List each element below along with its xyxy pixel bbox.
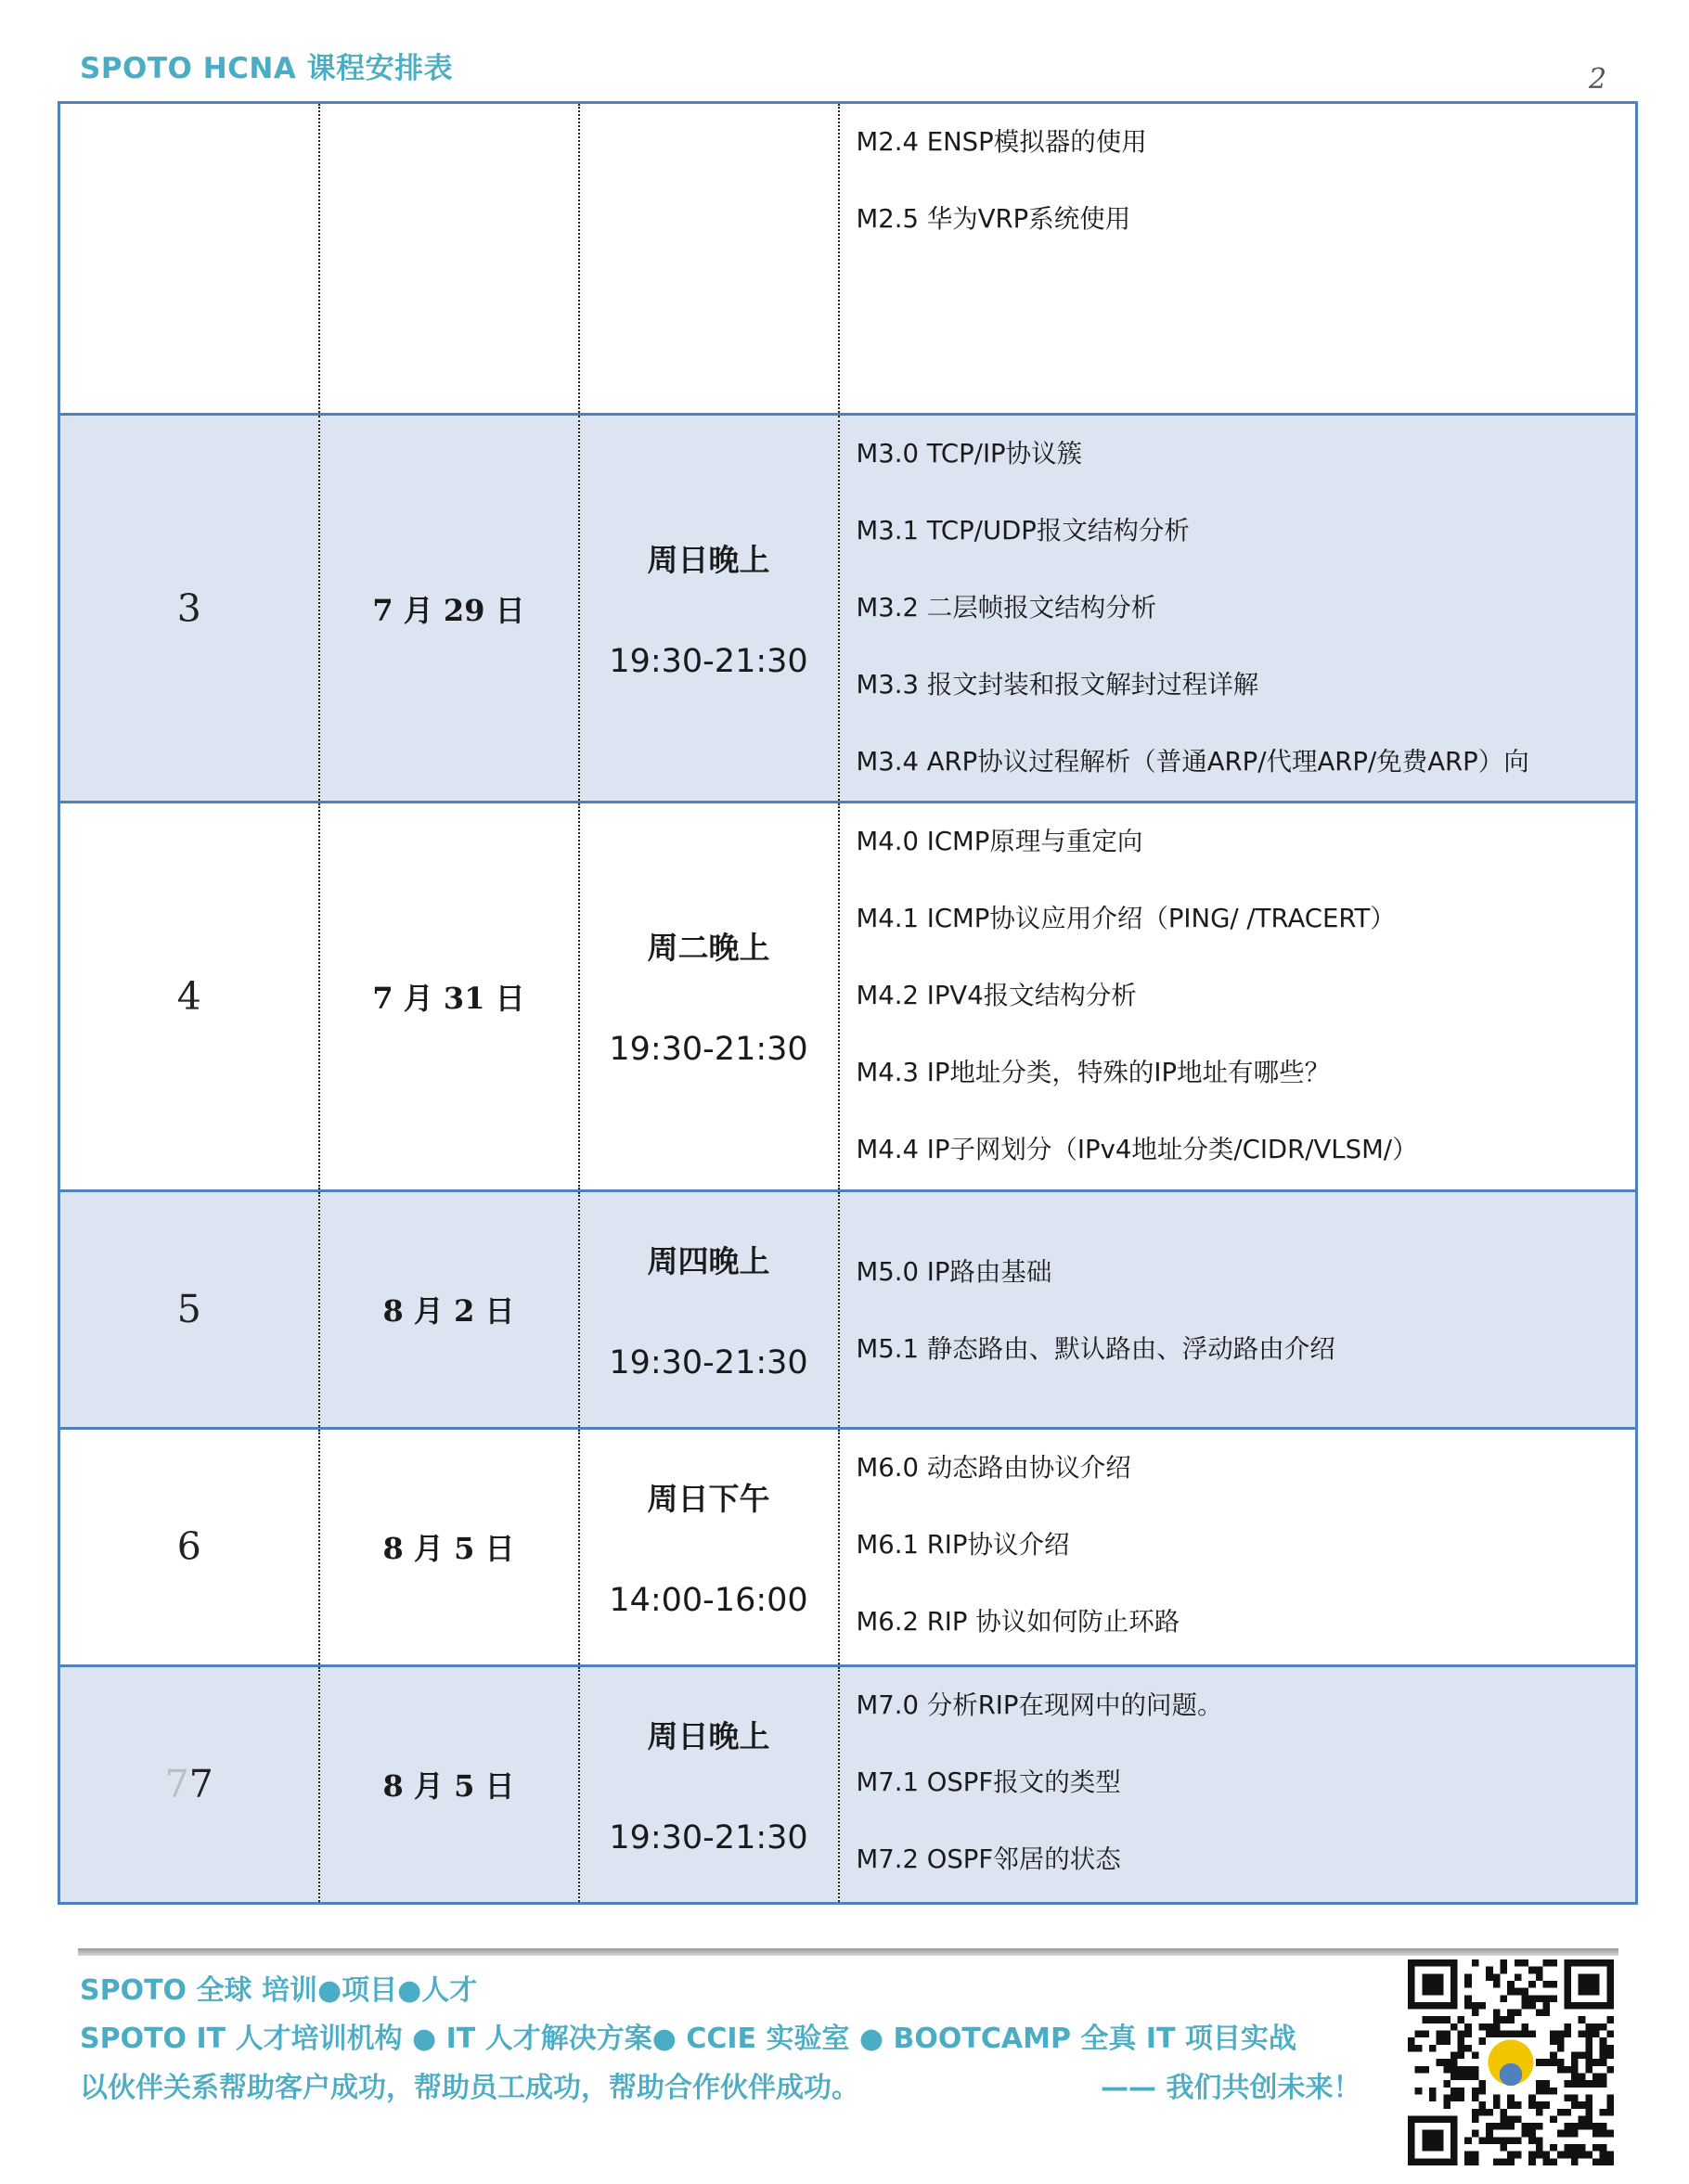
topic-item: M6.0 动态路由协议介绍 [856, 1452, 1131, 1483]
topic-list [840, 803, 1636, 1188]
topic-item: M3.2 二层帧报文结构分析 [856, 593, 1157, 623]
schedule-row [59, 1428, 1637, 1665]
topic-item: M2.4 ENSP模拟器的使用 [856, 127, 1147, 157]
page-number: 2 [1589, 63, 1607, 96]
lesson-number-text: 3 [176, 585, 201, 631]
footer-services: SPOTO IT 人才培训机构 ● IT 人才解决方案● CCIE 实验室 ● BOOTCAMP 全真 IT 项目实战 [80, 2023, 1296, 2055]
date-cell [319, 803, 579, 1190]
lesson-day: 周日晚上 [647, 542, 770, 579]
schedule-table [58, 101, 1638, 1905]
lesson-day: 周日晚上 [647, 1717, 770, 1754]
lesson-date: 8 月 5 日 [382, 1531, 515, 1567]
topics-cell [839, 803, 1637, 1190]
lesson-date: 8 月 2 日 [382, 1293, 515, 1330]
lesson-time: 19:30-21:30 [609, 1031, 808, 1069]
lesson-time: 19:30-21:30 [609, 643, 808, 681]
lesson-number-text: 4 [176, 973, 201, 1019]
topic-item: M7.0 分析RIP在现网中的问题。 [856, 1689, 1223, 1720]
topic-list [840, 1192, 1636, 1388]
date-cell [319, 1428, 579, 1665]
footer-tagline: SPOTO 全球 培训●项目●人才 [80, 1974, 478, 2007]
lesson-number [177, 974, 201, 1019]
time-slot-cell [579, 1190, 839, 1428]
lesson-number-cell [59, 1428, 319, 1665]
lesson-number-text: 6 [176, 1524, 201, 1570]
lesson-number-cell [59, 1190, 319, 1428]
lesson-date: 7 月 29 日 [372, 592, 525, 628]
time-slot-cell [579, 103, 839, 415]
lesson-number-cell [59, 803, 319, 1190]
time-slot-cell [579, 803, 839, 1190]
topics-cell [839, 1665, 1637, 1903]
footer-slogan: —— 我们共创未来！ [1101, 2072, 1361, 2104]
time-slot-cell [579, 1428, 839, 1665]
schedule-row [59, 803, 1637, 1190]
topic-item: M4.3 IP地址分类，特殊的IP地址有哪些？ [856, 1058, 1331, 1088]
time-slot-cell [579, 415, 839, 803]
lesson-number-cell [59, 103, 319, 415]
time-slot-cell [579, 1665, 839, 1903]
qr-code-icon [1407, 1959, 1615, 2165]
topic-item: M7.1 OSPF报文的类型 [856, 1766, 1121, 1797]
lesson-day: 周二晚上 [647, 930, 770, 967]
date-cell [319, 1665, 579, 1903]
topic-list [840, 416, 1636, 801]
topic-item: M3.3 报文封装和报文解封过程详解 [856, 670, 1259, 700]
lesson-number-text: 7 [188, 1762, 213, 1807]
topic-item: M3.4 ARP协议过程解析（普通ARP/代理ARP/免费ARP）向 [856, 747, 1529, 777]
topics-cell [839, 1428, 1637, 1665]
lesson-time: 19:30-21:30 [609, 1818, 808, 1856]
lesson-day: 周四晚上 [647, 1242, 770, 1279]
lesson-number-ghost: 7 [164, 1762, 189, 1807]
date-cell [319, 415, 579, 803]
date-cell [319, 103, 579, 415]
lesson-number [165, 1762, 213, 1806]
footer-divider [78, 1948, 1618, 1956]
lesson-date: 7 月 31 日 [372, 980, 525, 1016]
topic-list [840, 104, 1636, 258]
date-cell [319, 1190, 579, 1428]
topics-cell [839, 1190, 1637, 1428]
lesson-number-text: 5 [176, 1287, 201, 1332]
page-title: SPOTO HCNA 课程安排表 [80, 52, 454, 85]
topic-item: M5.0 IP路由基础 [856, 1256, 1052, 1287]
lesson-number-cell [59, 1665, 319, 1903]
lesson-number [177, 1287, 201, 1331]
topic-item: M3.0 TCP/IP协议簇 [856, 439, 1083, 469]
schedule-row [59, 1665, 1637, 1903]
lesson-number [177, 1524, 201, 1569]
topic-item: M4.4 IP子网划分（IPv4地址分类/CIDR/VLSM/） [856, 1135, 1418, 1165]
topic-item: M4.1 ICMP协议应用介绍（PING/ /TRACERT） [856, 904, 1396, 934]
topic-item: M3.1 TCP/UDP报文结构分析 [856, 516, 1190, 546]
topic-item: M6.1 RIP协议介绍 [856, 1529, 1070, 1560]
footer-motto: 以伙伴关系帮助客户成功，帮助员工成功，帮助合作伙伴成功。 [80, 2072, 859, 2104]
topic-item: M5.1 静态路由、默认路由、浮动路由介绍 [856, 1333, 1335, 1364]
lesson-number-cell [59, 415, 319, 803]
topic-item: M2.5 华为VRP系统使用 [856, 204, 1131, 234]
lesson-number [177, 586, 201, 631]
schedule-row [59, 103, 1637, 415]
topic-item: M4.2 IPV4报文结构分析 [856, 981, 1137, 1011]
topic-item: M7.2 OSPF邻居的状态 [856, 1844, 1121, 1874]
topic-item: M4.0 ICMP原理与重定向 [856, 827, 1143, 857]
topics-cell [839, 103, 1637, 415]
lesson-date: 8 月 5 日 [382, 1768, 515, 1805]
lesson-time: 19:30-21:30 [609, 1343, 808, 1381]
lesson-time: 14:00-16:00 [609, 1581, 808, 1619]
topic-list [840, 1430, 1636, 1661]
lesson-day: 周日下午 [647, 1480, 770, 1517]
topics-cell [839, 415, 1637, 803]
topic-list [840, 1667, 1636, 1898]
schedule-row [59, 1190, 1637, 1428]
topic-item: M6.2 RIP 协议如何防止环路 [856, 1606, 1180, 1637]
schedule-row [59, 415, 1637, 803]
